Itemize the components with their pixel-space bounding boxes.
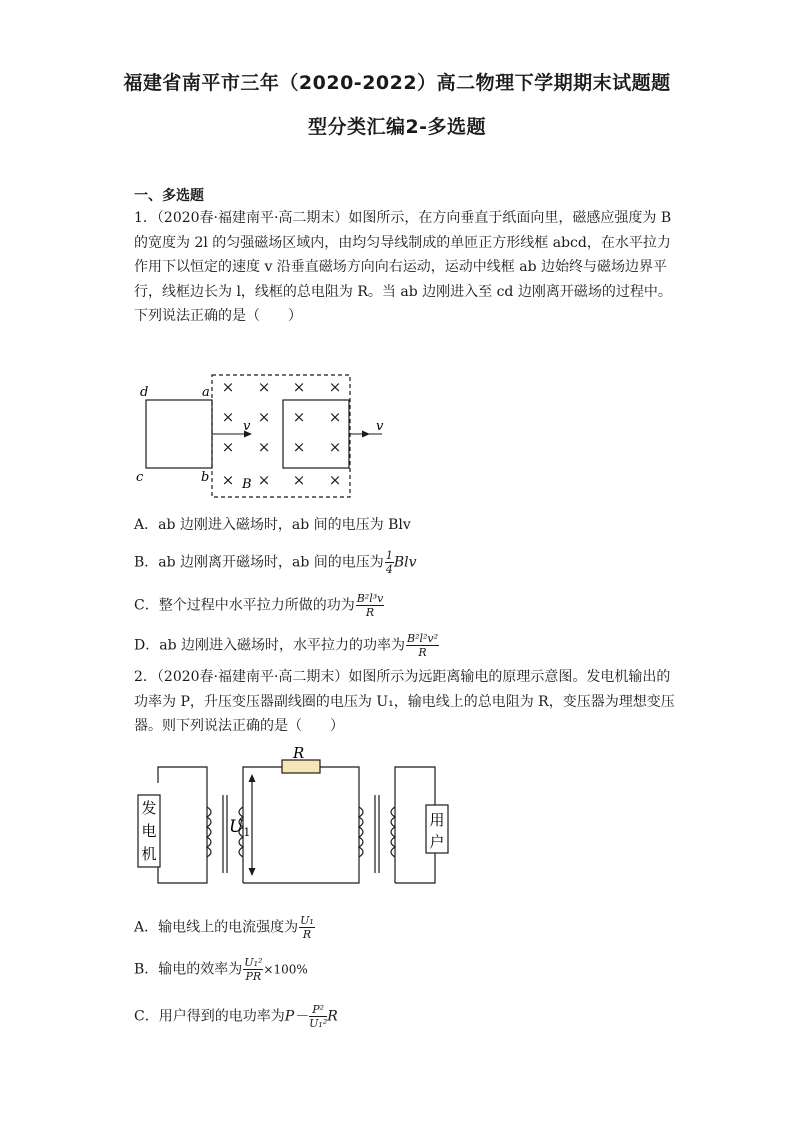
label-U-sub: 1: [243, 826, 251, 839]
q1-line: 作用下以恒定的速度 v 沿垂直磁场方向向右运动，运动中线框 ab 边始终与磁场边界平: [134, 259, 668, 275]
denominator: 4: [385, 563, 393, 576]
label-U1: [229, 817, 250, 839]
q2-option-c[interactable]: [134, 1003, 338, 1030]
option-text: R: [327, 1008, 338, 1025]
field-cross: ×: [257, 438, 271, 456]
label-v: v: [376, 419, 384, 434]
q2-option-b[interactable]: [134, 956, 308, 983]
denominator: PR: [245, 970, 262, 983]
option-text: B．输电的效率为: [134, 961, 243, 978]
field-cross: ×: [257, 471, 271, 489]
question-1-stem: [134, 206, 672, 329]
generator-label: 电: [141, 822, 157, 840]
fraction: [406, 632, 439, 659]
field-cross: ×: [328, 378, 342, 396]
q2-option-a[interactable]: [134, 914, 315, 941]
field-cross: ×: [292, 408, 306, 426]
denominator: U₁²: [309, 1017, 328, 1030]
field-cross: ×: [328, 438, 342, 456]
option-text: C．整个过程中水平拉力所做的功为: [134, 597, 355, 614]
label-R: R: [293, 744, 305, 762]
denominator: R: [365, 606, 375, 619]
q2-line: 功率为 P，升压变压器副线圈的电压为 U₁，输电线上的总电阻为 R，变压器为理想变压: [134, 693, 675, 710]
numerator: P²: [309, 1003, 327, 1017]
generator-label: 发: [141, 799, 157, 817]
option-text: D．ab 边刚进入磁场时，水平拉力的功率为: [134, 637, 405, 654]
label-b: b: [201, 470, 210, 485]
label-d: d: [140, 385, 149, 400]
section-heading: 一、多选题: [134, 188, 204, 204]
loop-entering: [146, 400, 212, 468]
option-text: A．输电线上的电流强度为: [134, 919, 299, 936]
label-a: a: [202, 385, 210, 400]
option-text: P－: [284, 1008, 309, 1025]
numerator: B²l³v: [356, 592, 384, 605]
generator-label: 机: [141, 845, 157, 863]
field-cross: ×: [221, 378, 235, 396]
option-text: Blv: [393, 554, 417, 571]
numerator: 1: [385, 549, 393, 562]
fraction: [385, 549, 394, 576]
q2-line: 2．（2020春·福建南平·高二期末）如图所示为远距离输电的原理示意图。发电机输出的: [134, 669, 671, 685]
q1-figure: [130, 370, 384, 505]
primary-coil-1: [207, 807, 211, 857]
label-c: c: [136, 470, 144, 485]
velocity-arrow: [362, 431, 370, 438]
fraction: [309, 1003, 327, 1030]
q2-line: 器。则下列说法正确的是（ ）: [134, 718, 344, 734]
doc-title-line1: 福建省南平市三年（2020-2022）高二物理下学期期末试题题: [123, 72, 671, 94]
q1-option-b[interactable]: [134, 549, 417, 576]
label-B: B: [242, 477, 252, 492]
numerator: U₁: [300, 914, 314, 927]
q1-option-c[interactable]: [134, 592, 384, 619]
denominator: R: [418, 646, 427, 659]
denominator: R: [302, 928, 312, 941]
option-text: ×100%: [263, 962, 308, 977]
q1-line: 行，线框边长为 l，线框的总电阻为 R。当 ab 边刚进入至 cd 边刚离开磁场的过程中。: [134, 283, 672, 300]
q1-option-a[interactable]: A．ab 边刚进入磁场时，ab 间的电压为 Blv: [134, 517, 411, 533]
field-cross: ×: [257, 408, 271, 426]
label-v: v: [243, 419, 251, 434]
numerator: B²l²v²: [406, 632, 439, 645]
question-2-stem: [134, 665, 675, 739]
q1-line: 1．（2020春·福建南平·高二期末）如图所示，在方向垂直于纸面向里，磁感应强度为 B: [134, 210, 672, 226]
field-cross: ×: [221, 408, 235, 426]
fraction: [356, 592, 385, 619]
option-text: C．用户得到的电功率为: [134, 1008, 285, 1025]
field-cross: ×: [292, 471, 306, 489]
numerator: U₁²: [244, 956, 263, 969]
label-U: U: [229, 817, 244, 837]
generator-circuit: [158, 767, 207, 883]
field-cross: ×: [328, 471, 342, 489]
q1-line: 下列说法正确的是（ ）: [134, 308, 302, 324]
user-label: 户: [429, 833, 445, 851]
field-cross: ×: [221, 471, 235, 489]
q2-figure: [130, 744, 445, 895]
field-cross: ×: [328, 408, 342, 426]
field-cross: ×: [221, 438, 235, 456]
q1-option-d[interactable]: [134, 632, 439, 659]
fraction: [299, 914, 315, 941]
option-text: B．ab 边刚离开磁场时，ab 间的电压为: [134, 554, 384, 571]
fraction: [243, 956, 263, 983]
field-cross: ×: [257, 378, 271, 396]
user-label: 用: [429, 811, 445, 829]
field-cross: ×: [292, 438, 306, 456]
q1-line: 的宽度为 2l 的匀强磁场区域内，由均匀导线制成的单匝正方形线框 abcd，在水平拉力: [134, 234, 671, 251]
doc-title-line2: 型分类汇编2-多选题: [307, 116, 487, 138]
field-cross: ×: [292, 378, 306, 396]
